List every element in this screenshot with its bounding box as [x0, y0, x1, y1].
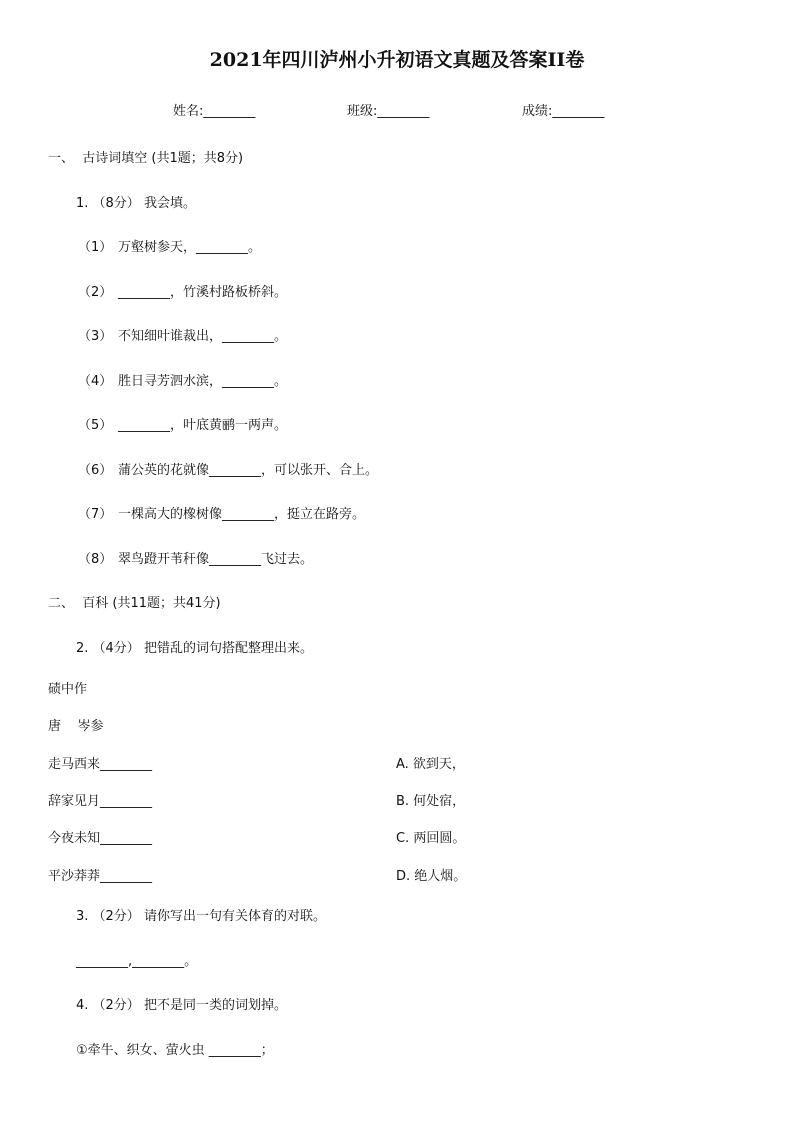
item-number: （5） [78, 418, 113, 433]
fill-blank-item[interactable]: ①牵牛、织女、萤火虫 ________； [76, 1043, 274, 1058]
item-number: （3） [78, 329, 113, 344]
fill-blank-item[interactable]: 一棵高大的橡树像________，挺立在路旁。 [118, 507, 366, 522]
match-left-item[interactable]: 平沙莽莽________ [48, 869, 153, 884]
name-field[interactable]: 姓名:________ [173, 104, 256, 119]
fill-blank-item[interactable]: 蒲公英的花就像________，可以张开、合上。 [118, 463, 379, 478]
fill-blank-item[interactable]: ________，竹溪村路板桥斜。 [118, 285, 288, 300]
item-number: （2） [78, 285, 113, 300]
section-heading: 二、 百科 (共11题；共41分) [48, 596, 221, 611]
class-field[interactable]: 班级:________ [347, 104, 430, 119]
item-number: （1） [78, 240, 113, 255]
question-prompt: 2. （4分） 把错乱的词句搭配整理出来。 [76, 641, 313, 656]
item-number: （7） [78, 507, 113, 522]
item-number: （4） [78, 374, 113, 389]
question-prompt: 3. （2分） 请你写出一句有关体育的对联。 [76, 909, 326, 924]
match-option: C. 两回圆。 [396, 831, 466, 846]
poem-author: 唐 岑参 [48, 719, 104, 734]
poem-title: 碛中作 [48, 682, 88, 697]
match-option: D. 绝人烟。 [396, 869, 467, 884]
match-left-item[interactable]: 今夜未知________ [48, 831, 153, 846]
match-option: B. 何处宿， [396, 794, 466, 809]
question-prompt: 1. （8分） 我会填。 [76, 196, 196, 211]
match-left-item[interactable]: 走马西来________ [48, 757, 153, 772]
page-title: 2021年四川泸州小升初语文真题及答案II卷 [209, 49, 585, 71]
fill-blank-item[interactable]: 翠鸟蹬开苇秆像________飞过去。 [118, 552, 314, 567]
fill-blank-item[interactable]: 不知细叶谁裁出，________。 [118, 329, 288, 344]
section-heading: 一、 古诗词填空 (共1题；共8分) [48, 151, 244, 166]
match-left-item[interactable]: 辞家见月________ [48, 794, 153, 809]
fill-blank-item[interactable]: ________，叶底黄鹂一两声。 [118, 418, 288, 433]
match-option: A. 欲到天， [396, 757, 465, 772]
question-prompt: 4. （2分） 把不是同一类的词划掉。 [76, 998, 287, 1013]
answer-blank[interactable]: ________,________。 [76, 954, 198, 969]
item-number: （8） [78, 552, 113, 567]
score-field[interactable]: 成绩:________ [522, 104, 605, 119]
fill-blank-item[interactable]: 胜日寻芳泗水滨，________。 [118, 374, 288, 389]
fill-blank-item[interactable]: 万壑树参天，________。 [118, 240, 262, 255]
item-number: （6） [78, 463, 113, 478]
